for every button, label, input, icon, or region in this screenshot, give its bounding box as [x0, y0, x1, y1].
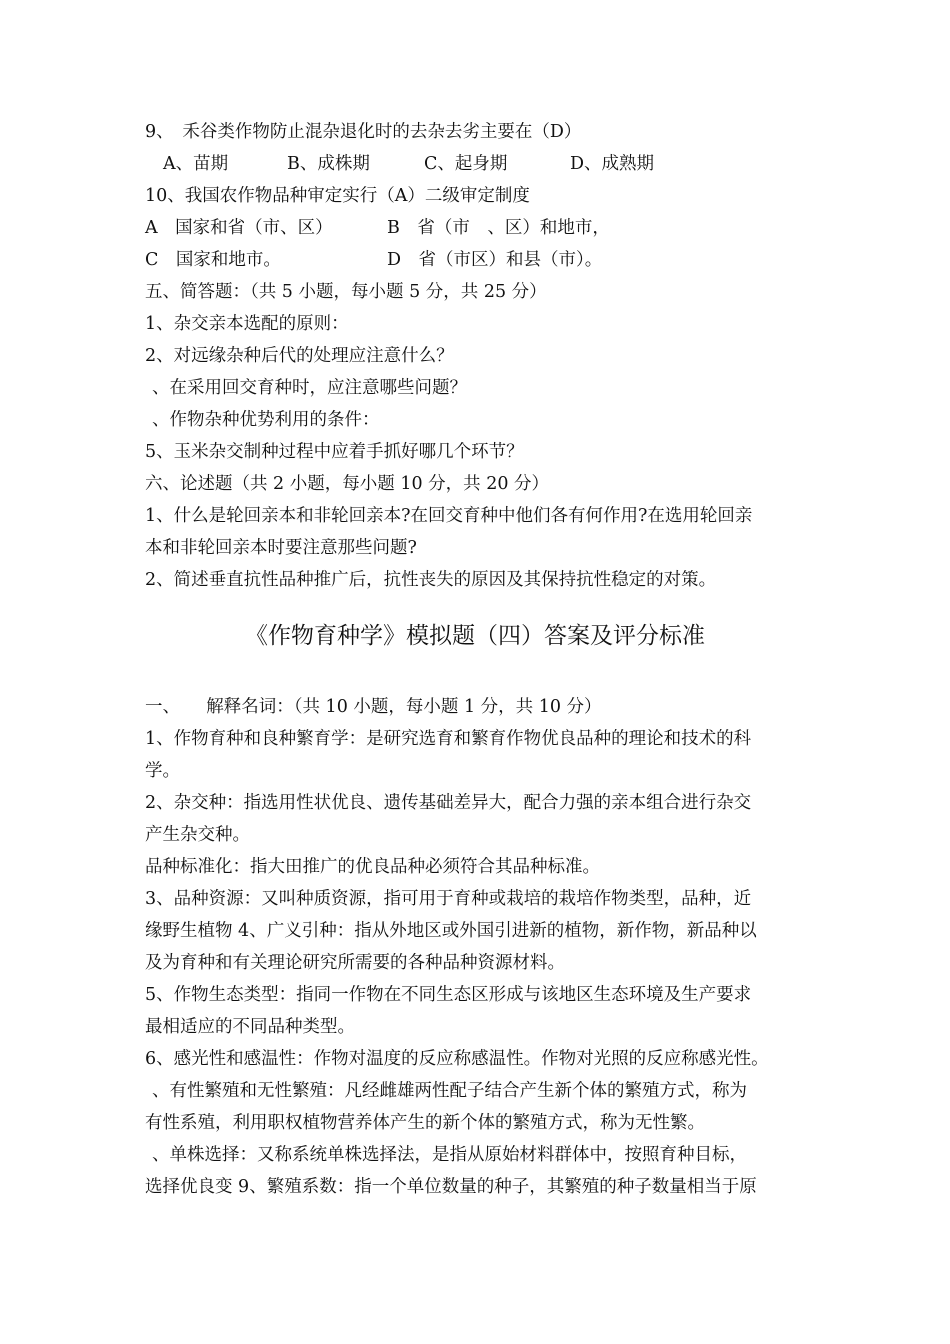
section-5-question-5: 5、玉米杂交制种过程中应着手抓好哪几个环节？ [145, 442, 524, 462]
answer-line: 1、作物育种和良种繁育学：是研究选育和繁育作物优良品种的理论和技术的科 [145, 729, 752, 749]
q9-option-d: D、成熟期 [570, 154, 655, 174]
section-5-header: 五、简答题：（共 5 小题，每小题 5 分，共 25 分） [145, 282, 547, 302]
answer-line: 、有性繁殖和无性繁殖：凡经雌雄两性配子结合产生新个体的繁殖方式，称为 [152, 1081, 747, 1101]
section-5-question-4: 、作物杂种优势利用的条件： [152, 410, 380, 430]
section-5-question-3: 、在采用回交育种时，应注意哪些问题？ [152, 378, 467, 398]
section-5-question-1: 1、杂交亲本选配的原则： [145, 314, 349, 334]
question-10: 10、我国农作物品种审定实行（A）二级审定制度 [145, 186, 530, 206]
section-6-question-2: 2、简述垂直抗性品种推广后，抗性丧失的原因及其保持抗性稳定的对策。 [145, 570, 717, 590]
answers-header: 一、 解释名词：（共 10 小题，每小题 1 分，共 10 分） [145, 697, 602, 717]
q9-option-c: C、起身期 [424, 154, 508, 174]
q10-option-a: A 国家和省（市、区） [145, 218, 333, 238]
answer-line: 5、作物生态类型：指同一作物在不同生态区形成与该地区生态环境及生产要求 [145, 985, 752, 1005]
q9-option-a: A、苗期 [163, 154, 229, 174]
question-9: 9、 禾谷类作物防止混杂退化时的去杂去劣主要在（D） [145, 122, 582, 142]
answer-line: 学。 [145, 761, 180, 781]
answer-title: 《作物育种学》模拟题（四）答案及评分标准 [245, 623, 705, 649]
answer-line: 有性系殖，利用职权植物营养体产生的新个体的繁殖方式，称为无性繁。 [145, 1113, 705, 1133]
q10-option-c: C 国家和地市。 [145, 250, 281, 270]
answer-line: 及为育种和有关理论研究所需要的各种品种资源材料。 [145, 953, 565, 973]
answer-line: 缘野生植物 4、广义引种：指从外地区或外国引进新的植物，新作物，新品种以 [145, 921, 757, 941]
section-5-question-2: 2、对远缘杂种后代的处理应注意什么？ [145, 346, 454, 366]
answer-line: 、单株选择：又称系统单株选择法，是指从原始材料群体中，按照育种目标， [152, 1145, 747, 1165]
q10-option-d: D 省（市区）和县（市）。 [387, 250, 603, 270]
answer-line: 品种标准化：指大田推广的优良品种必须符合其品种标准。 [145, 857, 600, 877]
q9-option-b: B、成株期 [287, 154, 370, 174]
answer-line: 3、品种资源：又叫种质资源，指可用于育种或栽培的栽培作物类型，品种，近 [145, 889, 752, 909]
answer-line: 最相适应的不同品种类型。 [145, 1017, 355, 1037]
q10-option-b: B 省（市 、区）和地市， [387, 218, 610, 238]
section-6-question-1-line-2: 本和非轮回亲本时要注意那些问题? [145, 538, 417, 558]
section-6-question-1-line-1: 1、什么是轮回亲本和非轮回亲本?在回交育种中他们各有何作用?在选用轮回亲 [145, 506, 753, 526]
answer-line: 2、杂交种：指选用性状优良、遗传基础差异大，配合力强的亲本组合进行杂交 [145, 793, 752, 813]
answer-line: 选择优良变 9、繁殖系数：指一个单位数量的种子，其繁殖的种子数量相当于原 [145, 1177, 757, 1197]
answer-line: 产生杂交种。 [145, 825, 250, 845]
answer-line: 6、感光性和感温性：作物对温度的反应称感温性。作物对光照的反应称感光性。 [145, 1049, 769, 1069]
section-6-header: 六、论述题（共 2 小题，每小题 10 分，共 20 分） [145, 474, 550, 494]
